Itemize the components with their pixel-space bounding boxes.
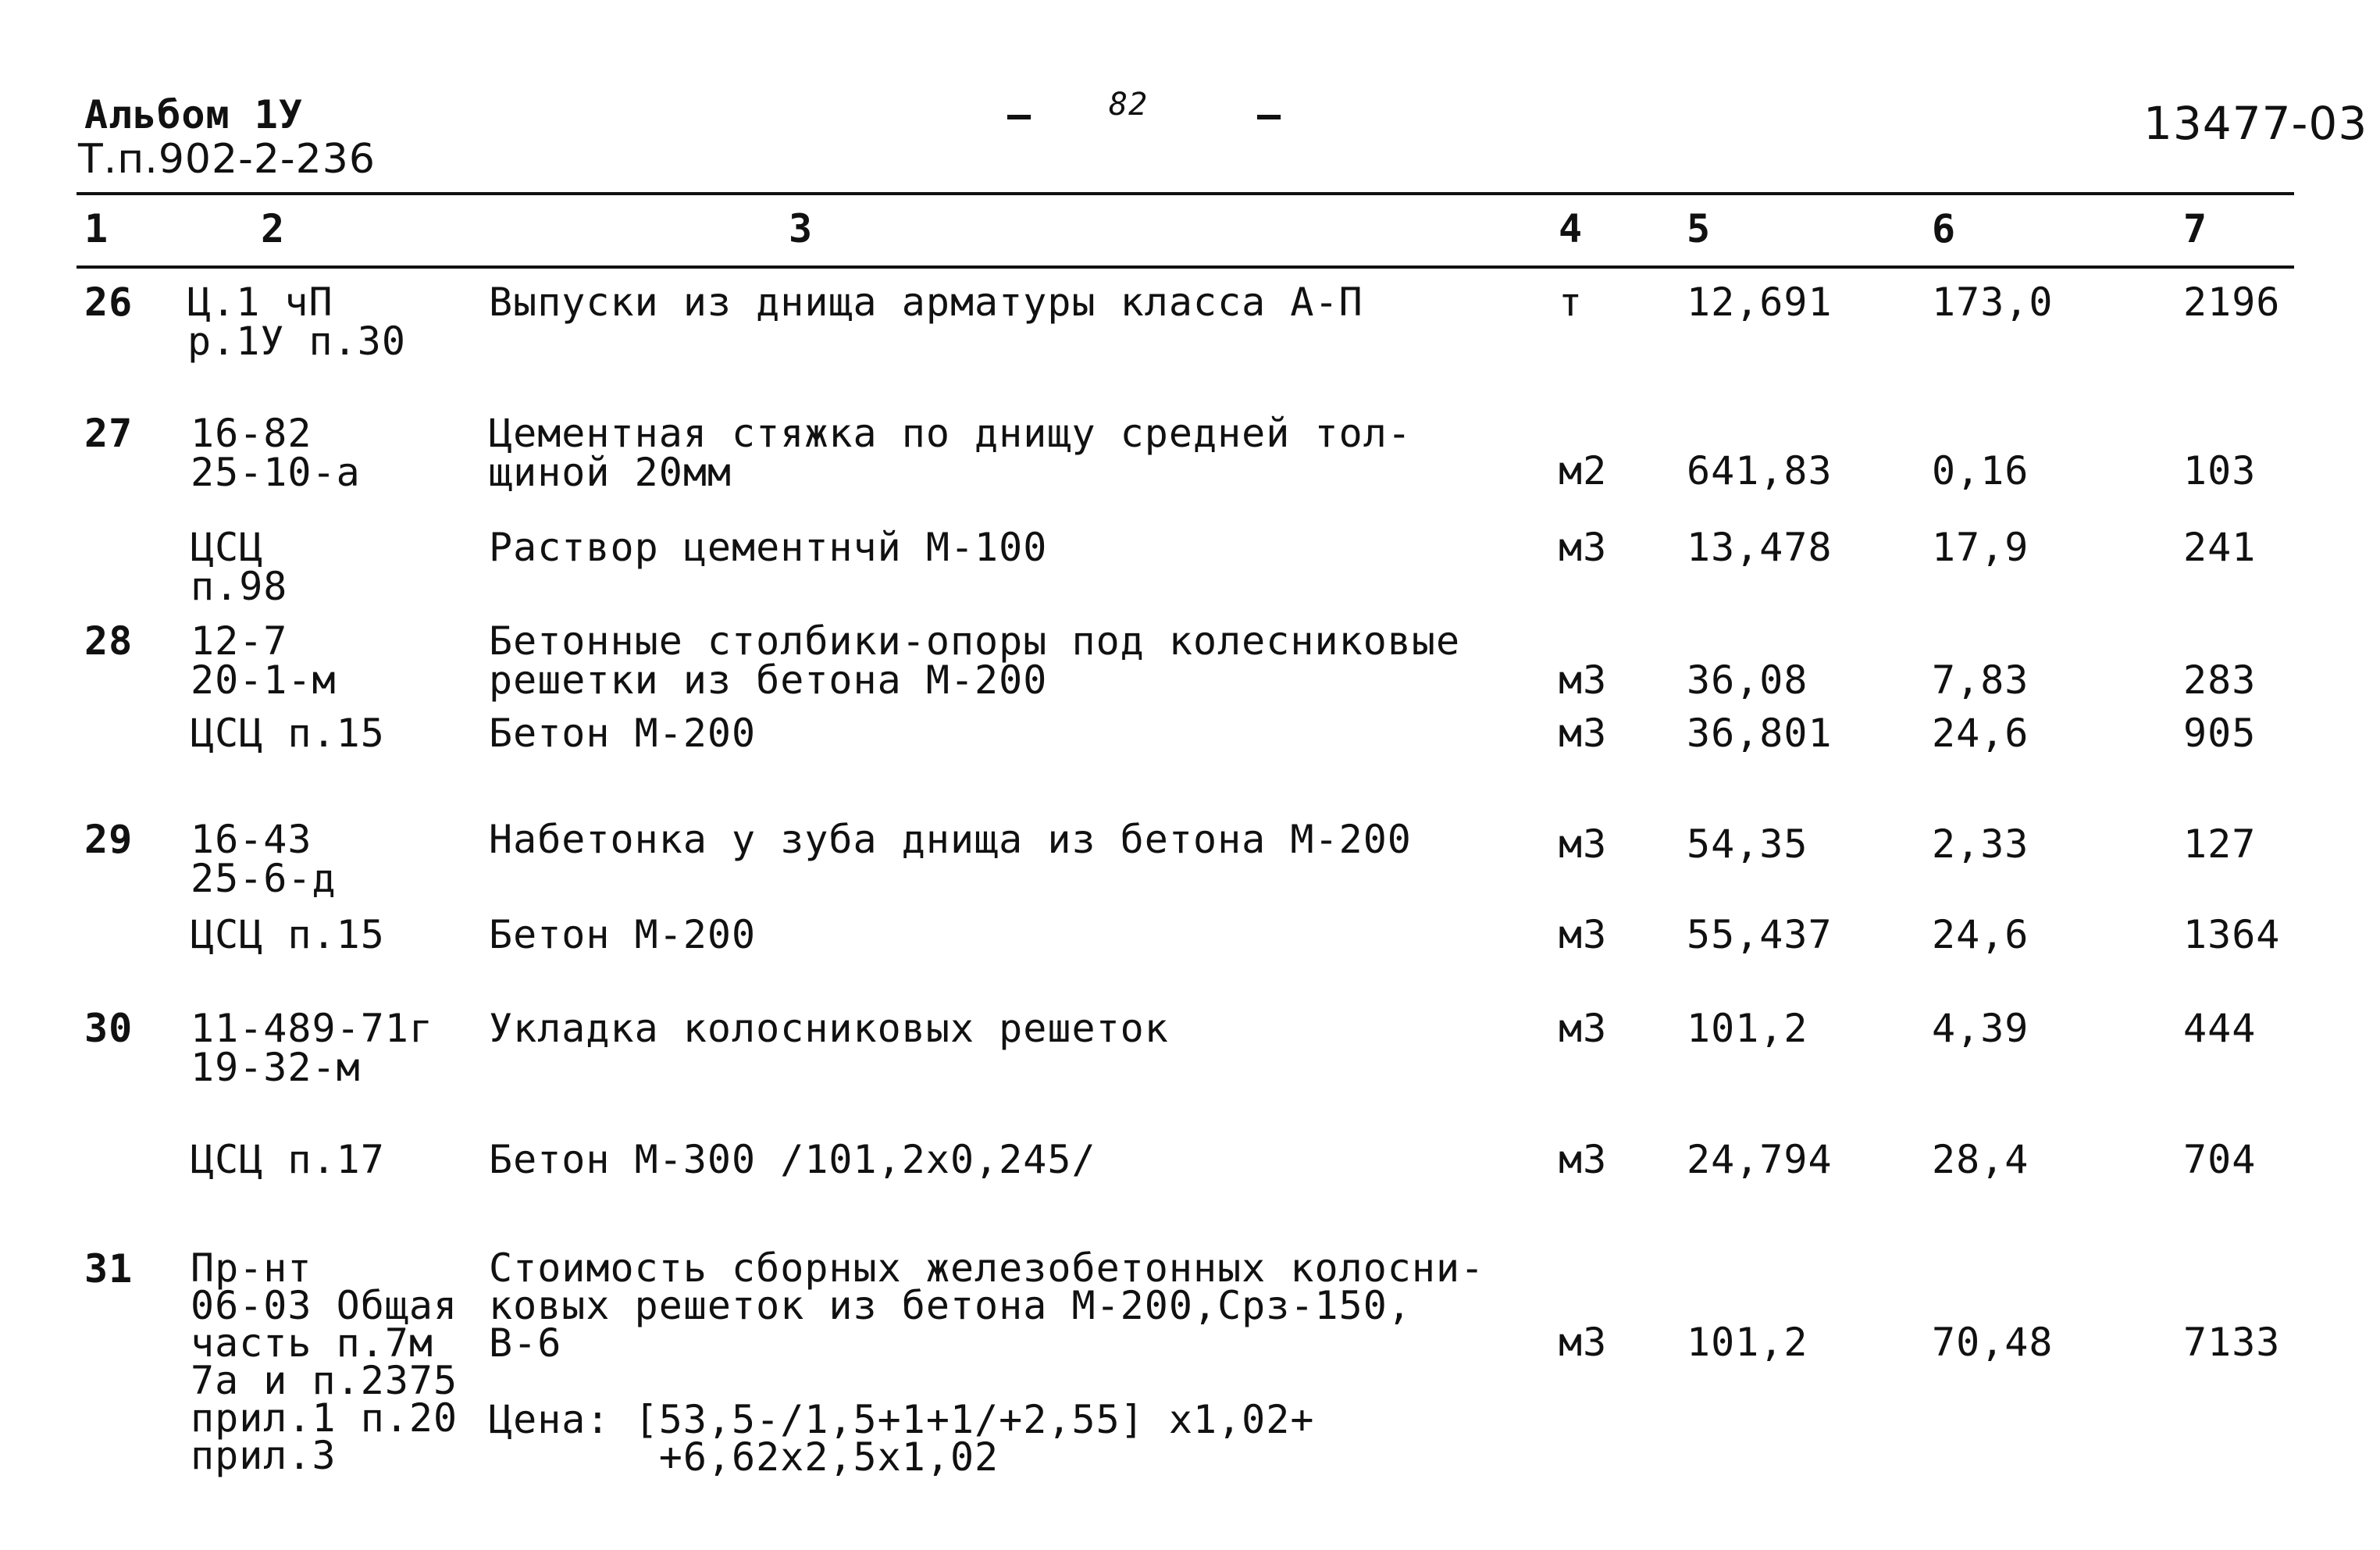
row-unit: м3 xyxy=(1559,821,1608,867)
column-header-7: 7 xyxy=(2183,206,2208,251)
row-unit: т xyxy=(1559,280,1584,325)
row-reference: ЦСЦ п.98 xyxy=(191,525,288,609)
row-total: 103 xyxy=(2183,448,2257,494)
column-header-6: 6 xyxy=(1932,206,1957,251)
row-total: 241 xyxy=(2183,525,2257,570)
row-reference: 11-489-71г 19-32-м xyxy=(191,1006,434,1090)
row-description: Стоимость сборных железобетонных колосни- ковых решеток из бетона М-200,Срз-150, В-6 xyxy=(489,1245,1485,1366)
row-total: 444 xyxy=(2183,1006,2257,1051)
row-unit-price: 4,39 xyxy=(1932,1006,2029,1051)
row-reference: ЦСЦ п.15 xyxy=(191,912,385,957)
row-number: 31 xyxy=(84,1246,134,1292)
row-unit-price: 173,0 xyxy=(1932,280,2054,325)
row-unit-price: 7,83 xyxy=(1932,657,2029,703)
row-unit: м3 xyxy=(1559,1137,1608,1182)
row-unit-price: 17,9 xyxy=(1932,525,2029,570)
row-description: Цементная стяжка по днищу средней тол- щиной 20мм xyxy=(489,411,1412,495)
project-number: Т.п.902-2-236 xyxy=(78,136,376,183)
row-quantity: 12,691 xyxy=(1687,280,1833,325)
row-unit-price: 0,16 xyxy=(1932,448,2029,494)
row-description: Бетонные столбики-опоры под колесниковые решетки из бетона М-200 xyxy=(489,618,1461,703)
row-total: 905 xyxy=(2183,711,2257,756)
column-header-1: 1 xyxy=(84,206,109,251)
header-top-rule xyxy=(77,192,2294,195)
row-total: 704 xyxy=(2183,1137,2257,1182)
header-bottom-rule xyxy=(77,265,2294,269)
row-reference: ЦСЦ п.17 xyxy=(191,1137,385,1182)
price-formula: Цена: [53,5-/1,5+1+1/+2,55] х1,02+ +6,62х2,5х1,02 xyxy=(489,1397,1315,1480)
row-reference: 16-82 25-10-а xyxy=(191,411,361,495)
column-header-2: 2 xyxy=(261,206,286,251)
row-number: 30 xyxy=(84,1006,134,1051)
row-description: Укладка колосниковых решеток xyxy=(489,1006,1169,1051)
row-quantity: 101,2 xyxy=(1687,1320,1808,1365)
document-code: 13477-03 xyxy=(2143,97,2368,150)
row-total: 2196 xyxy=(2183,280,2281,325)
row-total: 7133 xyxy=(2183,1320,2281,1365)
row-reference: 16-43 25-6-д xyxy=(191,817,337,901)
row-reference: 12-7 20-1-м xyxy=(191,618,337,703)
row-quantity: 24,794 xyxy=(1687,1137,1833,1182)
row-unit: м3 xyxy=(1559,711,1608,756)
row-unit: м3 xyxy=(1559,657,1608,703)
column-header-5: 5 xyxy=(1687,206,1712,251)
row-total: 283 xyxy=(2183,657,2257,703)
row-unit: м3 xyxy=(1559,1320,1608,1365)
row-number: 29 xyxy=(84,817,134,862)
row-reference: Пр-нт 06-03 Общая часть п.7м 7а и п.2375 прил.1 п.20 прил.3 xyxy=(191,1245,458,1478)
row-quantity: 13,478 xyxy=(1687,525,1833,570)
column-header-4: 4 xyxy=(1559,206,1584,251)
row-description: Раствор цементнчй М-100 xyxy=(489,525,1048,570)
row-unit-price: 70,48 xyxy=(1932,1320,2054,1365)
row-description: Бетон М-300 /101,2х0,245/ xyxy=(489,1137,1096,1182)
page-dash-right: – xyxy=(1257,92,1282,137)
row-reference: ЦСЦ п.15 xyxy=(191,711,385,756)
row-total: 1364 xyxy=(2183,912,2281,957)
row-description: Набетонка у зуба днища из бетона М-200 xyxy=(489,817,1412,862)
row-quantity: 101,2 xyxy=(1687,1006,1808,1051)
album-label: Альбом 1У xyxy=(84,92,303,137)
row-unit: м3 xyxy=(1559,1006,1608,1051)
row-number: 26 xyxy=(84,280,134,325)
row-unit: м3 xyxy=(1559,912,1608,957)
page-number: 82 xyxy=(1109,87,1149,123)
row-description: Бетон М-200 xyxy=(489,912,757,957)
row-quantity: 36,801 xyxy=(1687,711,1833,756)
row-quantity: 55,437 xyxy=(1687,912,1833,957)
row-unit-price: 2,33 xyxy=(1932,821,2029,867)
row-reference: Ц.1 чП р.1У п.30 xyxy=(187,280,406,364)
row-description: Выпуски из днища арматуры класса А-П xyxy=(489,280,1363,325)
row-quantity: 641,83 xyxy=(1687,448,1833,494)
row-unit: м3 xyxy=(1559,525,1608,570)
row-unit: м2 xyxy=(1559,448,1608,494)
row-unit-price: 24,6 xyxy=(1932,711,2029,756)
row-unit-price: 24,6 xyxy=(1932,912,2029,957)
row-number: 27 xyxy=(84,411,134,456)
row-total: 127 xyxy=(2183,821,2257,867)
row-unit-price: 28,4 xyxy=(1932,1137,2029,1182)
row-quantity: 36,08 xyxy=(1687,657,1808,703)
page-dash-left: – xyxy=(1007,92,1032,137)
row-description: Бетон М-200 xyxy=(489,711,757,756)
row-quantity: 54,35 xyxy=(1687,821,1808,867)
row-number: 28 xyxy=(84,618,134,664)
column-header-3: 3 xyxy=(789,206,814,251)
